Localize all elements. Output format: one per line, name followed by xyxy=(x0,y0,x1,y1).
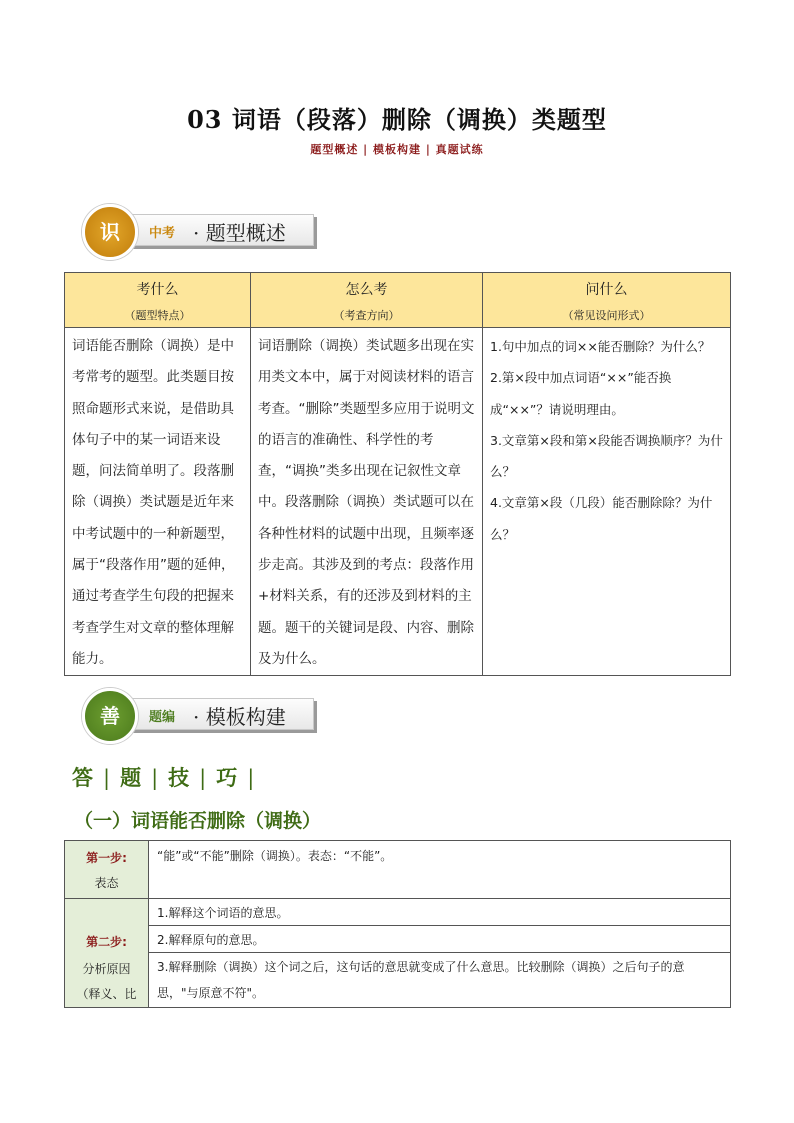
table-row xyxy=(65,953,731,1008)
section-header-template xyxy=(82,688,322,736)
divider: | xyxy=(247,766,257,790)
divider: | xyxy=(199,766,209,790)
header-sub: （题型特点） xyxy=(124,309,191,322)
table-row xyxy=(65,899,731,926)
section-bar xyxy=(124,214,314,246)
subsection-heading: （一）词语能否删除（调换） xyxy=(74,810,322,832)
step-number: 第一步: xyxy=(86,850,127,865)
question-item: 4.文章第×段（几段）能否删除除？为什么？ xyxy=(490,495,713,542)
tips-char: 技 xyxy=(168,765,192,790)
divider: | xyxy=(103,766,113,790)
steps-table xyxy=(64,840,731,1008)
overview-table xyxy=(64,272,731,676)
table-row xyxy=(65,926,731,953)
section-bar xyxy=(124,698,314,730)
question-item: 3.文章第×段和第×段能否调换顺序？为什么？ xyxy=(490,432,723,480)
section-title: · 题型概述 xyxy=(193,221,286,245)
answer-tips-heading xyxy=(72,762,264,792)
table-header-row xyxy=(65,273,731,328)
header-title: 怎么考 xyxy=(345,282,388,298)
header-title: 考什么 xyxy=(136,282,179,298)
cell-what: 词语能否删除（调换）是中考常考的题型。此类题目按照命题形式来说，是借助具体句子中的某一词语来设题，问法简单明了。段落删除（调换）类试题是近年来中考试题中的一种新题型，属于“段落作用”题的延伸，通过考查学生句段的把握来考查学生对文章的整体理解能力。 xyxy=(65,328,251,676)
badge-icon: 善 xyxy=(82,688,138,744)
step-number: 第二步: xyxy=(86,935,127,949)
header-cell xyxy=(483,273,731,328)
header-cell xyxy=(65,273,251,328)
step-label xyxy=(65,899,149,1008)
step-name: 表态 xyxy=(94,875,119,890)
table-row xyxy=(65,328,731,676)
table-row xyxy=(65,841,731,899)
step-item: 3.解释删除（调换）这个词之后，这句话的意思就变成了什么意思。比较删除（调换）之后句子的意思，"与原意不符"。 xyxy=(149,953,731,1008)
header-cell xyxy=(251,273,483,328)
header-sub: （考查方向） xyxy=(333,309,400,322)
badge-icon: 识 xyxy=(82,204,138,260)
section-tag: 题编 xyxy=(149,710,176,725)
header-sub: （常见设问形式） xyxy=(562,309,651,322)
step-name: 分析原因 xyxy=(82,962,131,976)
section-title: · 模板构建 xyxy=(193,705,286,729)
page-title: 03 词语（段落）删除（调换）类题型 xyxy=(187,105,607,134)
cell-how: 词语删除（调换）类试题多出现在实用类文本中，属于对阅读材料的语言考查。“删除”类题型多应用于说明文的语言的准确性、科学性的考查，“调换”类多出现在记叙性文章中。段落删除（调换）类试题可以在各种性材料的试题中出现，且频率逐步走高。其涉及到的考点：段落作用+材料关系，有的还涉及到材料的主题。题干的关键词是段、内容、删除及为什么。 xyxy=(251,328,483,676)
step-item: 1.解释这个词语的意思。 xyxy=(149,899,731,926)
page-subtitle: 题型概述 | 模板构建 | 真题试练 xyxy=(310,143,484,156)
tips-char: 题 xyxy=(120,765,144,790)
tips-char: 巧 xyxy=(216,765,240,790)
question-item: 2.第×段中加点词语“××”能否换成“××”？请说明理由。 xyxy=(490,370,672,417)
section-header-overview xyxy=(82,204,322,252)
step-name-more: （释义、比 xyxy=(76,987,137,1001)
question-item: 1.句中加点的词××能否删除？为什么？ xyxy=(490,339,711,354)
step-label xyxy=(65,841,149,899)
step-item: 2.解释原句的意思。 xyxy=(149,926,731,953)
tips-char: 答 xyxy=(72,765,95,790)
section-tag: 中考 xyxy=(149,226,176,241)
cell-questions xyxy=(483,328,731,676)
step-text: “能”或“不能”删除（调换）。表态：“不能”。 xyxy=(149,841,731,899)
header-title: 问什么 xyxy=(585,282,628,298)
divider: | xyxy=(151,766,161,790)
